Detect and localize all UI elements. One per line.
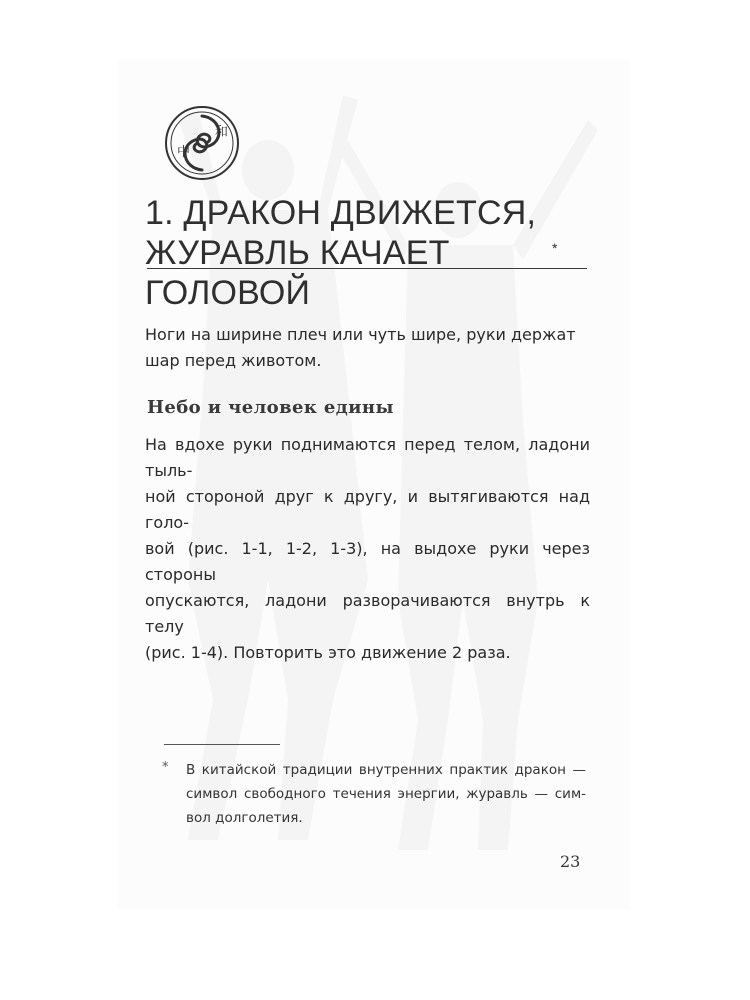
chapter-title: [145, 193, 585, 313]
emblem-glyph-right: 和: [215, 125, 229, 140]
lead-paragraph: Ноги на ширине плеч или чуть шире, руки держат шар перед животом.: [145, 325, 576, 370]
yin-yang-swirl-emblem-icon: [163, 104, 241, 182]
footnote-line: вол долголетия.: [186, 810, 303, 826]
footnote-text: [186, 758, 586, 830]
footnote-line: символ свободного течения энергии, журавль — сим-: [186, 786, 586, 802]
body-line: опускаются, ладони разворачиваются внутрь к телу: [145, 591, 590, 636]
footnote-divider: [164, 744, 280, 745]
body-line: вой (рис. 1-1, 1-2, 1-3), на выдохе руки через стороны: [145, 539, 590, 584]
section-body-paragraph: [145, 432, 590, 666]
chapter-title-line-2: ЖУРАВЛЬ КАЧАЕТ ГОЛОВОЙ: [145, 234, 450, 312]
page-number: 23: [560, 852, 581, 871]
body-line: (рис. 1-4). Повторить это движение 2 раза.: [145, 643, 511, 662]
title-underline-divider: [147, 268, 587, 269]
emblem-glyph-left: 中: [177, 145, 191, 160]
section-heading: Небо и человек едины: [147, 397, 394, 418]
footnote-mark: *: [162, 760, 169, 775]
body-line: ной стороной друг к другу, и вытягиваются над голо-: [145, 487, 590, 532]
body-line: На вдохе руки поднимаются перед телом, ладони тыль-: [145, 435, 590, 480]
chapter-title-line-1: 1. ДРАКОН ДВИЖЕТСЯ,: [145, 194, 537, 232]
footnote-line: В китайской традиции внутренних практик дракон —: [186, 762, 586, 778]
title-footnote-mark: *: [552, 240, 558, 256]
